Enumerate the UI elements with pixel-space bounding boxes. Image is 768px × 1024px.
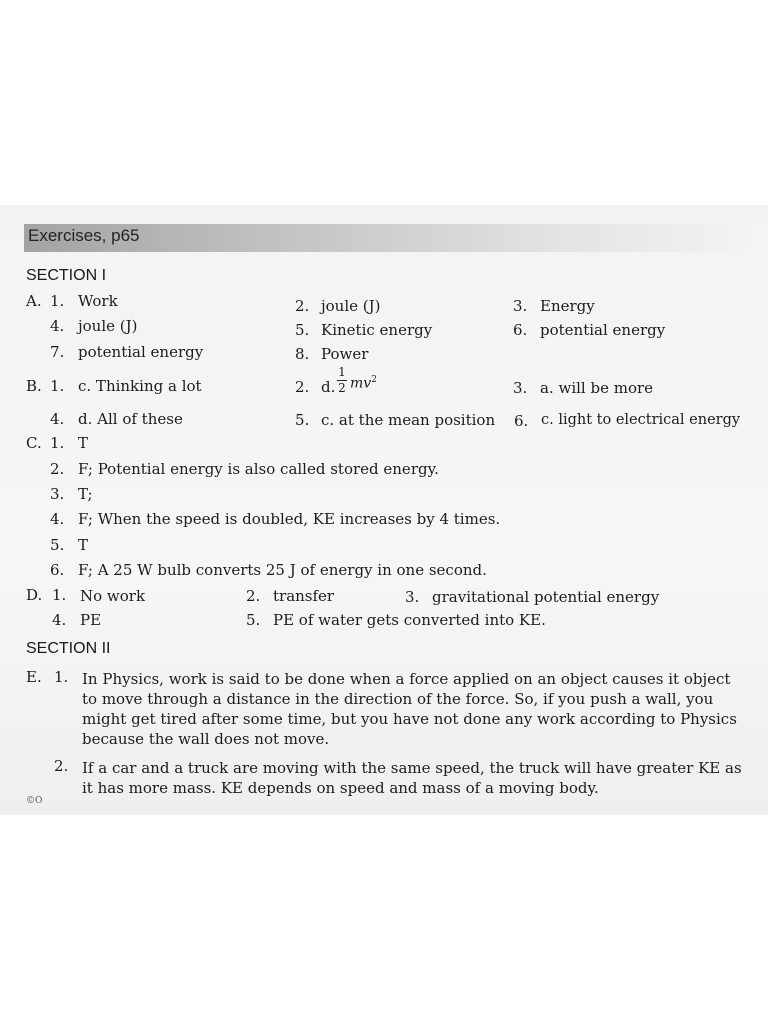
b-item-2-text: d. [321, 378, 336, 396]
exercises-title: Exercises, p65 [28, 226, 140, 245]
a-item-1-text: Work [78, 292, 118, 310]
a-item-5-num: 5. [295, 321, 310, 339]
c-item-6-num: 6. [50, 561, 65, 579]
formula-power: 2 [371, 375, 377, 385]
b-item-1-text: c. Thinking a lot [78, 377, 202, 395]
c-item-3-text: T; [78, 485, 93, 503]
kinetic-energy-expression [350, 375, 377, 392]
b-item-5-num: 5. [295, 411, 310, 429]
a-item-5-text: Kinetic energy [321, 321, 433, 339]
fraction-denominator: 2 [338, 381, 346, 395]
e-item-2-text: If a car and a truck are moving with the same speed, the truck will have greater KE as it has more mass. KE depends on speed and mass of a moving body. [82, 759, 742, 797]
c-item-4-text: F; When the speed is doubled, KE increases by 4 times. [78, 510, 501, 528]
group-d-letter: D. [26, 586, 43, 604]
d-item-4-text: PE [80, 611, 102, 629]
section-1-heading: SECTION I [26, 267, 107, 284]
d-item-5-num: 5. [246, 611, 261, 629]
formula-expr: mv [350, 375, 372, 392]
d-item-5-text: PE of water gets converted into KE. [273, 611, 546, 629]
group-b-letter: B. [26, 377, 42, 395]
b-item-4-num: 4. [50, 410, 65, 428]
a-item-3-num: 3. [513, 297, 528, 315]
e-item-1-text: In Physics, work is said to be done when a force applied on an object causes it object to move through a distance in the direction of the force. So, if you push a wall, you might get tired after some time, but you have not done any work according to Physics because the wall does not move. [82, 670, 737, 748]
b-item-2-num: 2. [295, 378, 310, 396]
d-item-2-text: transfer [273, 587, 335, 605]
a-item-1-num: 1. [50, 292, 65, 310]
group-e-letter: E. [26, 668, 42, 686]
b-item-6-text: c. light to electrical energy [541, 412, 741, 428]
b-item-4-text: d. All of these [78, 410, 183, 428]
a-item-6-text: potential energy [540, 321, 666, 339]
d-item-3-text: gravitational potential energy [432, 588, 660, 606]
a-item-2-text: joule (J) [321, 297, 381, 315]
section-2-heading: SECTION II [26, 640, 111, 657]
group-a-letter: A. [26, 292, 42, 310]
c-item-5-text: T [78, 536, 89, 554]
c-item-2-text: F; Potential energy is also called stored energy. [78, 460, 439, 478]
c-item-6-text: F; A 25 W bulb converts 25 J of energy in one second. [78, 561, 487, 579]
footer-copyright: ©O [26, 796, 43, 806]
d-item-2-num: 2. [246, 587, 261, 605]
d-item-4-num: 4. [52, 611, 67, 629]
b-item-5-text: c. at the mean position [321, 411, 496, 429]
b-item-3-text: a. will be more [540, 379, 654, 397]
c-item-4-num: 4. [50, 510, 65, 528]
c-item-3-num: 3. [50, 485, 65, 503]
a-item-4-text: joule (J) [78, 317, 138, 335]
b-item-1-num: 1. [50, 377, 65, 395]
e-item-1-num: 1. [54, 668, 69, 686]
a-item-8-num: 8. [295, 345, 310, 363]
fraction-numerator: 1 [338, 365, 346, 379]
a-item-8-text: Power [321, 345, 369, 363]
a-item-2-num: 2. [295, 297, 310, 315]
b-item-6-num: 6. [514, 412, 529, 430]
a-item-3-text: Energy [540, 297, 595, 315]
d-item-1-text: No work [80, 587, 146, 605]
d-item-1-num: 1. [52, 586, 67, 604]
a-item-7-text: potential energy [78, 343, 204, 361]
c-item-2-num: 2. [50, 460, 65, 478]
d-item-3-num: 3. [405, 588, 420, 606]
group-c-letter: C. [26, 434, 42, 452]
b-item-3-num: 3. [513, 379, 528, 397]
kinetic-energy-fraction [337, 366, 347, 395]
a-item-7-num: 7. [50, 343, 65, 361]
e-item-2-num: 2. [54, 757, 69, 775]
c-item-5-num: 5. [50, 536, 65, 554]
c-item-1-num: 1. [50, 434, 65, 452]
a-item-4-num: 4. [50, 317, 65, 335]
a-item-6-num: 6. [513, 321, 528, 339]
c-item-1-text: T [78, 434, 89, 452]
